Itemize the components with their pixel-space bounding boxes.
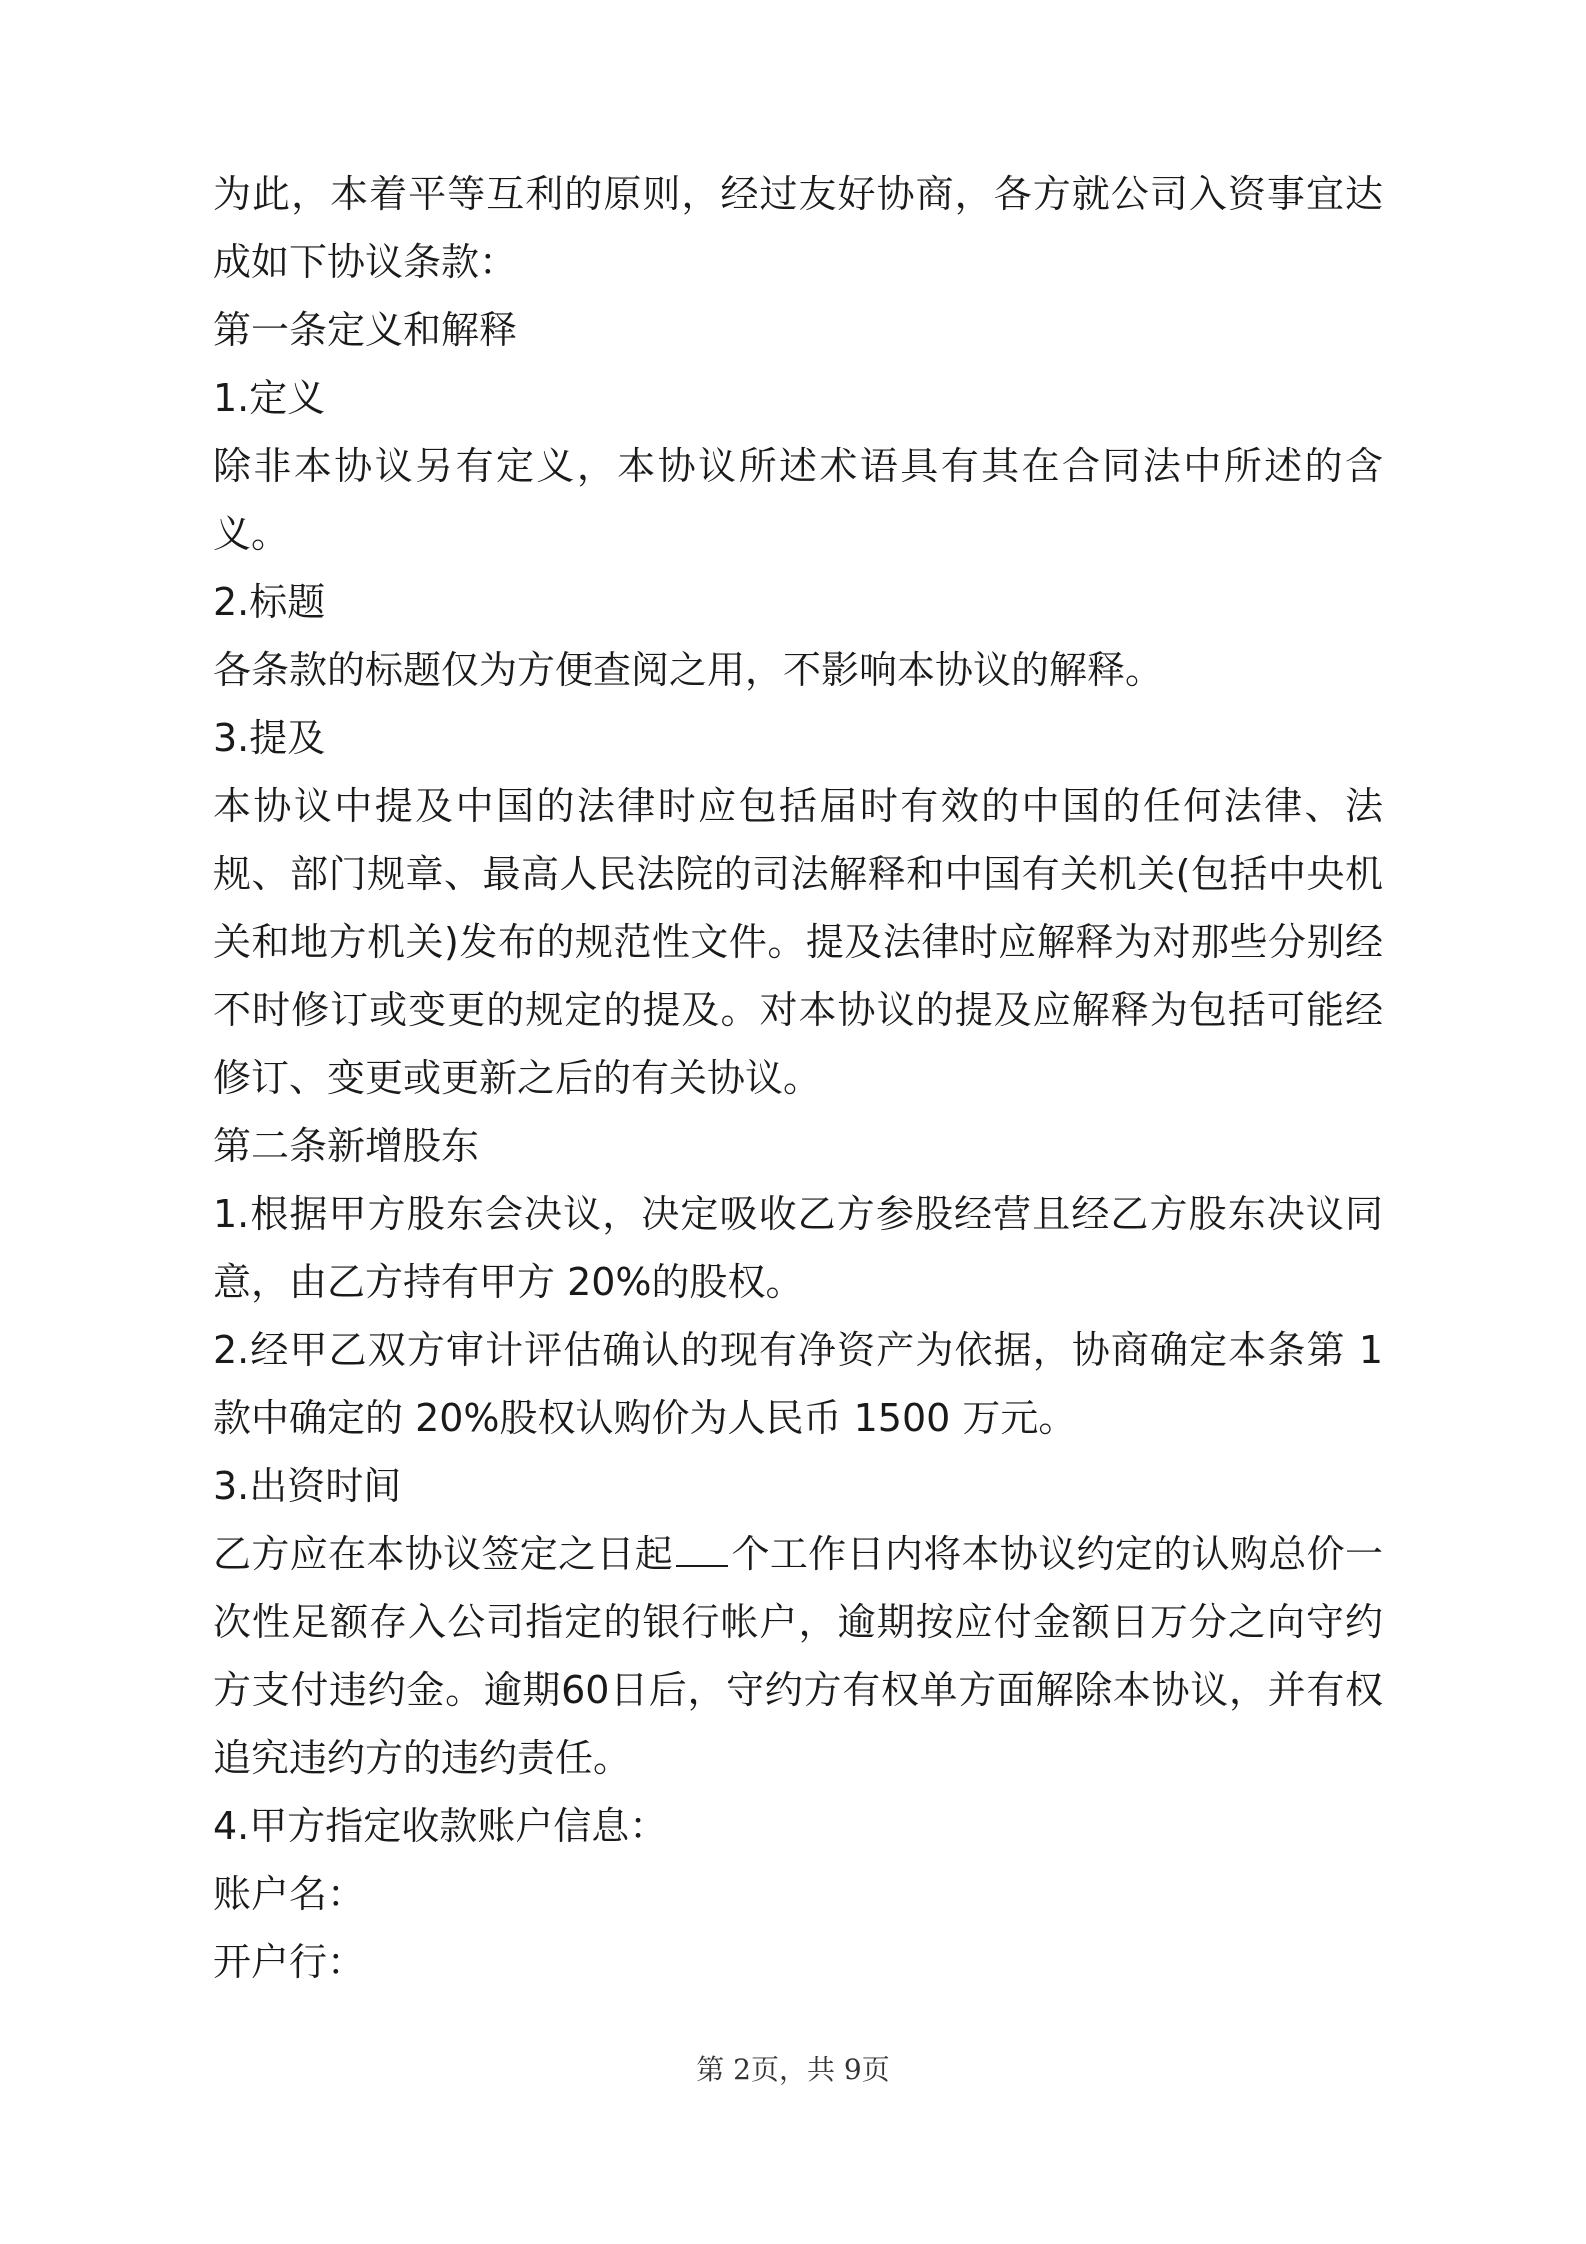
section-1-2-heading: 2.标题 <box>213 580 326 624</box>
section-2-3-heading: 3.出资时间 <box>213 1464 402 1508</box>
page-footer <box>0 2048 1586 2088</box>
article-2-heading: 第二条新增股东 <box>213 1124 480 1168</box>
document-body <box>213 160 1383 1996</box>
bank-label: 开户行： <box>213 1940 366 1984</box>
paragraph-intro: 为此，本着平等互利的原则，经过友好协商，各方就公司入资事宜达成如下协议条款： <box>213 172 1383 284</box>
section-2-2-body: 2.经甲乙双方审计评估确认的现有净资产为依据，协商确定本条第 1 款中确定的 20%股权认购价为人民币 1500 万元。 <box>213 1328 1383 1440</box>
section-1-1-body: 除非本协议另有定义，本协议所述术语具有其在合同法中所述的含义。 <box>213 444 1383 556</box>
article-1-heading: 第一条定义和解释 <box>213 308 518 352</box>
section-1-2-body: 各条款的标题仅为方便查阅之用，不影响本协议的解释。 <box>213 648 1164 692</box>
section-2-3-body <box>213 1520 1383 1792</box>
section-2-1-body: 1.根据甲方股东会决议，决定吸收乙方参股经营且经乙方股东决议同意，由乙方持有甲方 20%的股权。 <box>213 1192 1383 1304</box>
page-indicator: 第 2页，共 9页 <box>696 2053 890 2086</box>
account-name-label: 账户名： <box>213 1872 366 1916</box>
section-1-3-body: 本协议中提及中国的法律时应包括届时有效的中国的任何法律、法规、部门规章、最高人民法院的司法解释和中国有关机关(包括中央机关和地方机关)发布的规范性文件。提及法律时应解释为对那些分别经不时修订或变更的规定的提及。对本协议的提及应解释为包括可能经修订、变更或更新之后的有关协议。 <box>213 784 1383 1100</box>
clause3-text-before-blank: 乙方应在本协议签定之日起 <box>213 1532 674 1576</box>
fill-in-blank <box>676 1527 728 1567</box>
clause3-text-after-blank: 个工作日内将本协议约定的认购总价一次性足额存入公司指定的银行帐户，逾期按应付金额日万分之向守约方支付违约金。逾期60日后，守约方有权单方面解除本协议，并有权追究违约方的违约责任。 <box>213 1532 1383 1780</box>
section-1-1-heading: 1.定义 <box>213 376 326 420</box>
section-2-4-heading: 4.甲方指定收款账户信息： <box>213 1804 668 1848</box>
section-1-3-heading: 3.提及 <box>213 716 326 760</box>
